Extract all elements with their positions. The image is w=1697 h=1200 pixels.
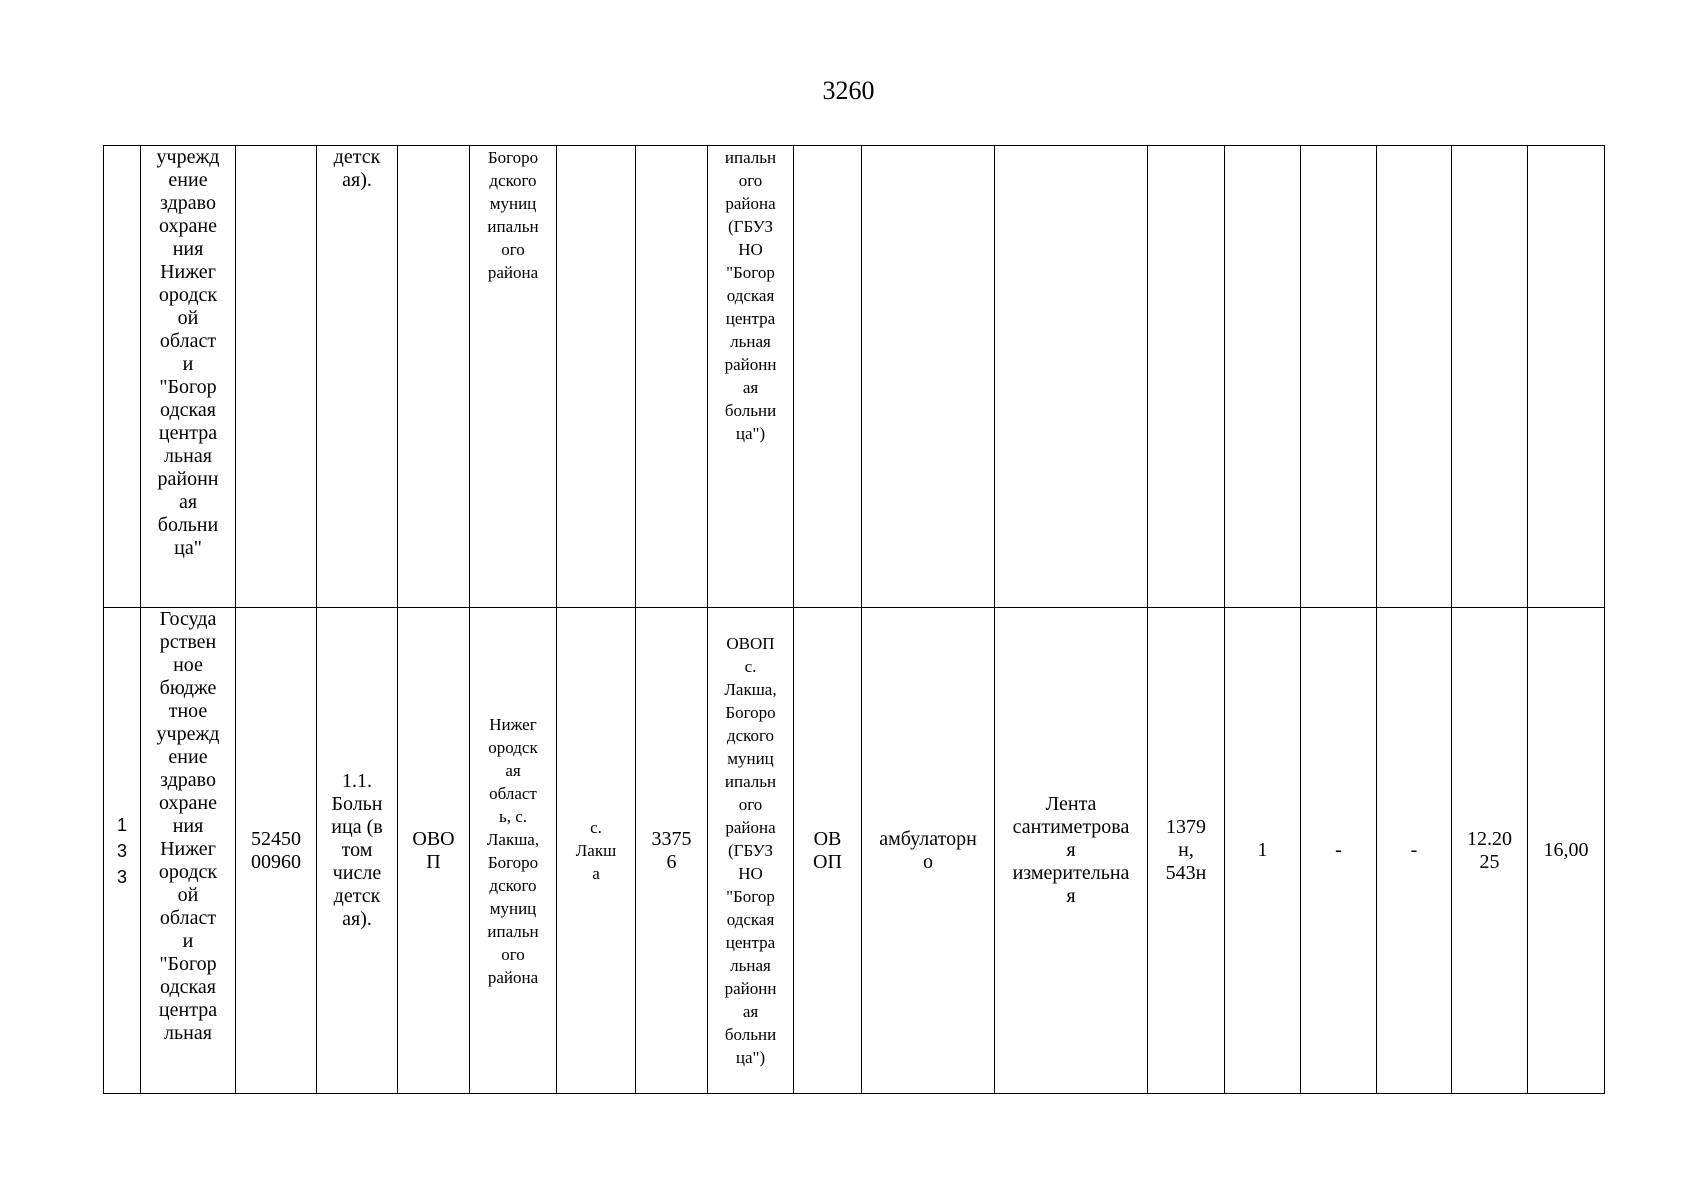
cell-organization: Госуда рствен ное бюдже тное учрежд ение здраво охране ния Нижег ородск ой област и "Богор одская центра льная	[141, 608, 236, 1094]
page-number: 3260	[822, 76, 875, 105]
cell-date: 12.20 25	[1452, 608, 1528, 1094]
cell-unit-short: ОВО П	[398, 608, 470, 1094]
cell-cost	[1528, 146, 1605, 608]
cell-address: Нижег ородск ая област ь, с. Лакша, Богоро дского муниц ипальн ого района	[470, 608, 557, 1094]
cell-code: 52450 00960	[236, 608, 317, 1094]
cell-row-number: 1 3 3	[104, 608, 141, 1094]
cell-unit-abbr: ОВ ОП	[794, 608, 862, 1094]
cell-equipment: Лента сантиметрова я измерительна я	[995, 608, 1148, 1094]
table-row	[104, 146, 1605, 608]
cell-unit-short	[398, 146, 470, 608]
cell-organization: учрежд ение здраво охране ния Нижег ородск ой област и "Богор одская центра льная районн ая больни ца"	[141, 146, 236, 608]
cell-required-qty: 1	[1225, 608, 1301, 1094]
cell-unit-full: ипальн ого района (ГБУЗ НО "Богор одская центра льная районн ая больни ца")	[708, 146, 794, 608]
cell-facility-type: детск ая).	[317, 146, 398, 608]
cell-locality: с. Лакш а	[557, 608, 636, 1094]
cell-care-conditions	[862, 146, 995, 608]
cell-care-conditions: амбулаторн о	[862, 608, 995, 1094]
cell-locality	[557, 146, 636, 608]
cell-order	[1148, 146, 1225, 608]
cell-facility-type: 1.1. Больн ица (в том числе детск ая).	[317, 608, 398, 1094]
cell-wear: -	[1377, 608, 1452, 1094]
cell-locality-code	[636, 146, 708, 608]
cell-row-number	[104, 146, 141, 608]
cell-code	[236, 146, 317, 608]
cell-address: Богоро дского муниц ипальн ого района	[470, 146, 557, 608]
cell-required-qty	[1225, 146, 1301, 608]
table-row	[104, 608, 1605, 1094]
cell-equipment	[995, 146, 1148, 608]
cell-unit-abbr	[794, 146, 862, 608]
cell-wear	[1377, 146, 1452, 608]
cell-cost: 16,00	[1528, 608, 1605, 1094]
cell-order: 1379 н, 543н	[1148, 608, 1225, 1094]
cell-available-qty: -	[1301, 608, 1377, 1094]
cell-available-qty	[1301, 146, 1377, 608]
document-table	[103, 145, 1605, 1094]
cell-date	[1452, 146, 1528, 608]
cell-locality-code: 3375 6	[636, 608, 708, 1094]
cell-unit-full: ОВОП с. Лакша, Богоро дского муниц ипальн ого района (ГБУЗ НО "Богор одская центра льная районн ая больни ца")	[708, 608, 794, 1094]
